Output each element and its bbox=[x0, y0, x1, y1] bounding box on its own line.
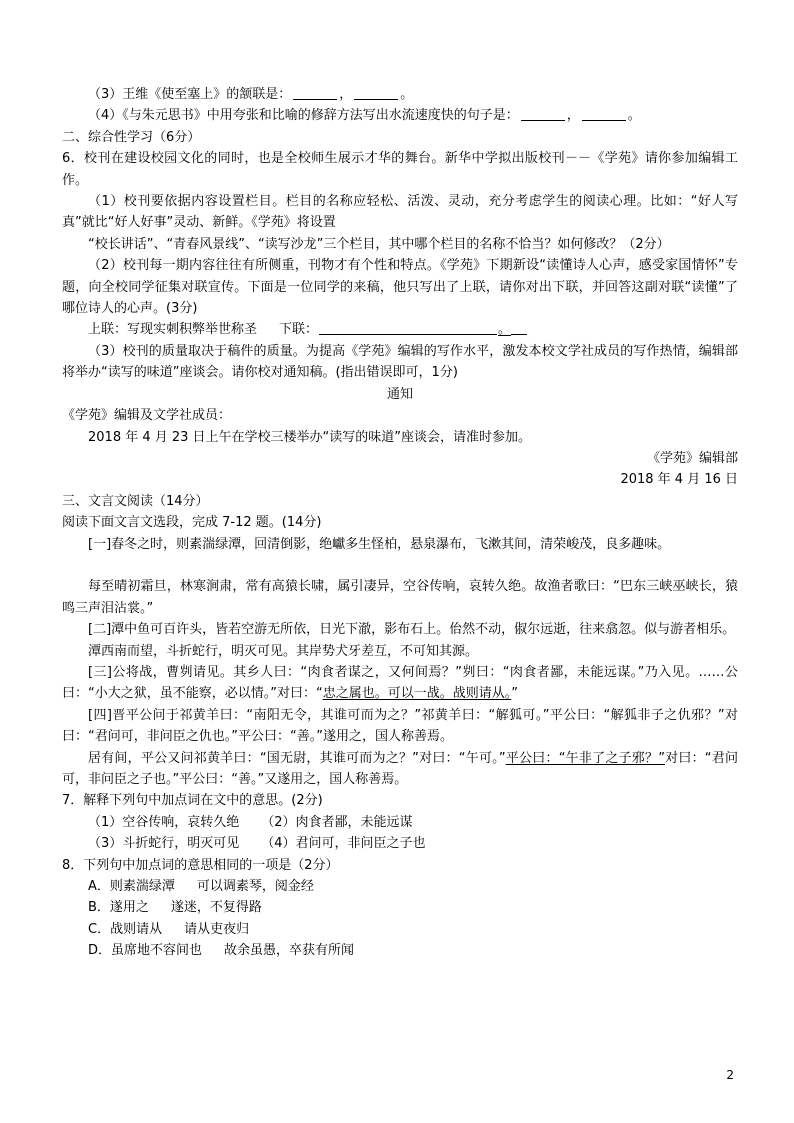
question-8-option-d[interactable] bbox=[62, 940, 738, 961]
question-7-item-3: （3）斗折蛇行，明灭可见 bbox=[88, 836, 240, 852]
notice-body: 2018 年 4 月 23 日上午在学校三楼举办“读写的味道”座谈会，请准时参加。 bbox=[88, 429, 532, 445]
passage-4b bbox=[62, 748, 738, 791]
option-c-left: C．战则请从 bbox=[88, 921, 163, 937]
passage-3-underlined: 忠之属也。可以一战。战则请从。 bbox=[322, 686, 512, 702]
notice-signer: 《学苑》编辑部 bbox=[646, 450, 738, 466]
passage-3-text-b: ” bbox=[511, 686, 518, 702]
passage-gap bbox=[62, 555, 738, 576]
question-7-stem: 7．解释下列句中加点词在文中的意思。(2分) bbox=[62, 793, 323, 809]
passage-3 bbox=[62, 662, 738, 705]
question-3-line bbox=[62, 84, 738, 105]
passage-2b: 潭西南而望，斗折蛇行，明灭可见。其岸势犬牙差互，不可知其源。 bbox=[88, 643, 479, 659]
option-a-right: 可以调素琴，阅金经 bbox=[196, 879, 314, 895]
passage-4: [四]晋平公问于祁黄羊曰：“南阳无令，其谁可而为之？”祁黄羊曰：“解狐可。”平公曰：“解狐非子之仇邪？”对曰：“君问可，非问臣之仇也。”平公曰：“善。”遂用之，国人称善焉。 bbox=[62, 707, 738, 745]
question-4-terminator: 。 bbox=[627, 108, 641, 124]
passage-4b-text-b: 对曰：“君问可，非问臣之子也。”平公曰：“善。”又遂用之，国人称善焉。 bbox=[62, 750, 738, 787]
couplet-line bbox=[62, 319, 738, 340]
option-d-left: D．虽席地不容间也 bbox=[88, 943, 203, 959]
passage-2: [二]潭中鱼可百许头，皆若空游无所依，日光下澈，影布石上。佁然不动，俶尔远逝，往来翕忽。似与游者相乐。 bbox=[88, 622, 736, 638]
couplet-answer-blank[interactable] bbox=[319, 322, 497, 335]
question-7-item-4: （4）君问可，非问臣之子也 bbox=[261, 836, 426, 852]
section-heading-3: 三、文言文阅读（14分） bbox=[62, 493, 209, 509]
question-3-terminator: 。 bbox=[400, 87, 414, 102]
question-6-stem: 6．校刊在建设校园文化的同时，也是全校师生展示才华的舞台。新华中学拟出版校刊－－《学苑》请你参加编辑工作。 bbox=[62, 151, 738, 188]
question-6-2: （2）校刊每一期内容往往有所侧重，刊物才有个性和特点。《学苑》下期新设“读懂诗人心声，感受家国情怀”专题，向全校同学征集对联宣传。下面是一位同学的来稿，他只写出了上联，请你对出下联，并回答这副对联“读懂”了哪位诗人的心声。(3分) bbox=[62, 258, 738, 317]
answer-blank[interactable] bbox=[521, 108, 565, 121]
question-8-option-a[interactable] bbox=[62, 876, 738, 897]
notice-title: 通知 bbox=[386, 386, 413, 402]
question-3-separator: ， bbox=[339, 87, 353, 102]
passage-1: [一]春冬之时，则素湍绿潭，回清倒影，绝巘多生怪柏，悬泉瀑布，飞漱其间，清荣峻茂，良多趣味。 bbox=[88, 536, 671, 552]
question-7-item-1: （1）空谷传响，哀转久绝 bbox=[88, 814, 240, 830]
answer-blank[interactable] bbox=[293, 87, 337, 100]
passage-1b: 每至晴初霜旦，林寒涧肃，常有高猿长啸，属引凄异，空谷传响，哀转久绝。故渔者歌曰：“巴东三峡巫峡长，猿鸣三声泪沾裳。” bbox=[62, 579, 738, 616]
section-3-lead: 阅读下面文言文选段，完成 7-12 题。(14分) bbox=[62, 515, 322, 531]
page-number: 2 bbox=[726, 1068, 734, 1082]
question-6-1-part-b: “校长讲话”、“青春风景线”、“读写沙龙”三个栏目，其中哪个栏目的名称不恰当？如何修改？（2分） bbox=[88, 236, 670, 252]
option-b-right: 遂迷，不复得路 bbox=[170, 900, 262, 916]
answer-blank[interactable] bbox=[582, 108, 626, 121]
couplet-upper: 上联：写现实刺积弊举世称圣 bbox=[88, 322, 258, 338]
section-heading-2: 二、综合性学习（6分） bbox=[62, 129, 201, 145]
couplet-lower-terminator: 。 bbox=[498, 322, 512, 338]
question-6-3: （3）校刊的质量取决于稿件的质量。为提高《学苑》编辑的写作水平，激发本校文学社成员的写作热情，编辑部将举办“读写的味道”座谈会。请你校对通知稿。(指出错误即可，1分) bbox=[62, 343, 738, 381]
question-8-stem: 8．下列句中加点词的意思相同的一项是（2分） bbox=[62, 857, 339, 873]
question-4-line bbox=[62, 105, 738, 126]
option-a-left: A．则素湍绿潭 bbox=[88, 879, 175, 895]
option-d-right: 故余虽愚，卒获有所闻 bbox=[224, 943, 355, 959]
couplet-lower-label: 下联： bbox=[279, 322, 319, 338]
passage-4b-text-a: 居有间，平公又问祁黄羊曰：“国无尉，其谁可而为之？”对曰：“午可。” bbox=[88, 750, 506, 766]
question-3-text: （3）王维《使至塞上》的颔联是： bbox=[88, 87, 292, 102]
question-4-text: （4）《与朱元思书》中用夸张和比喻的修辞方法写出水流速度快的句子是： bbox=[88, 108, 519, 124]
passage-3-text-a: [三]公将战，曹刿请见。其乡人曰：“肉食者谋之，又何间焉？”刿曰：“肉食者鄙，未能远谋。”乃入见。……公曰：“小大之狱，虽不能察，必以情。”对曰：“ bbox=[62, 664, 738, 702]
question-7-item-2: （2）肉食者鄙，未能远谋 bbox=[261, 814, 413, 830]
notice-addressee: 《学苑》编辑及文学社成员： bbox=[62, 408, 232, 424]
answer-blank[interactable] bbox=[354, 87, 398, 100]
couplet-blank-tail[interactable] bbox=[511, 322, 527, 335]
page-content bbox=[62, 84, 738, 962]
question-4-separator: ， bbox=[566, 108, 580, 124]
option-b-left: B．遂用之 bbox=[88, 900, 149, 916]
option-c-right: 请从吏夜归 bbox=[184, 921, 250, 937]
notice-date: 2018 年 4 月 16 日 bbox=[620, 472, 738, 488]
passage-4b-underlined: 平公曰：“午非了之子邪？” bbox=[505, 750, 665, 766]
question-6-1-part-a: （1）校刊要依据内容设置栏目。栏目的名称应轻松、活泼、灵动，充分考虑学生的阅读心理。比如：“好人写真”就比“好人好事”灵动、新鲜。《学苑》将设置 bbox=[62, 194, 738, 231]
question-7-row-2 bbox=[62, 833, 738, 854]
question-7-row-1 bbox=[62, 812, 738, 833]
question-8-option-b[interactable] bbox=[62, 897, 738, 918]
question-8-option-c[interactable] bbox=[62, 919, 738, 940]
